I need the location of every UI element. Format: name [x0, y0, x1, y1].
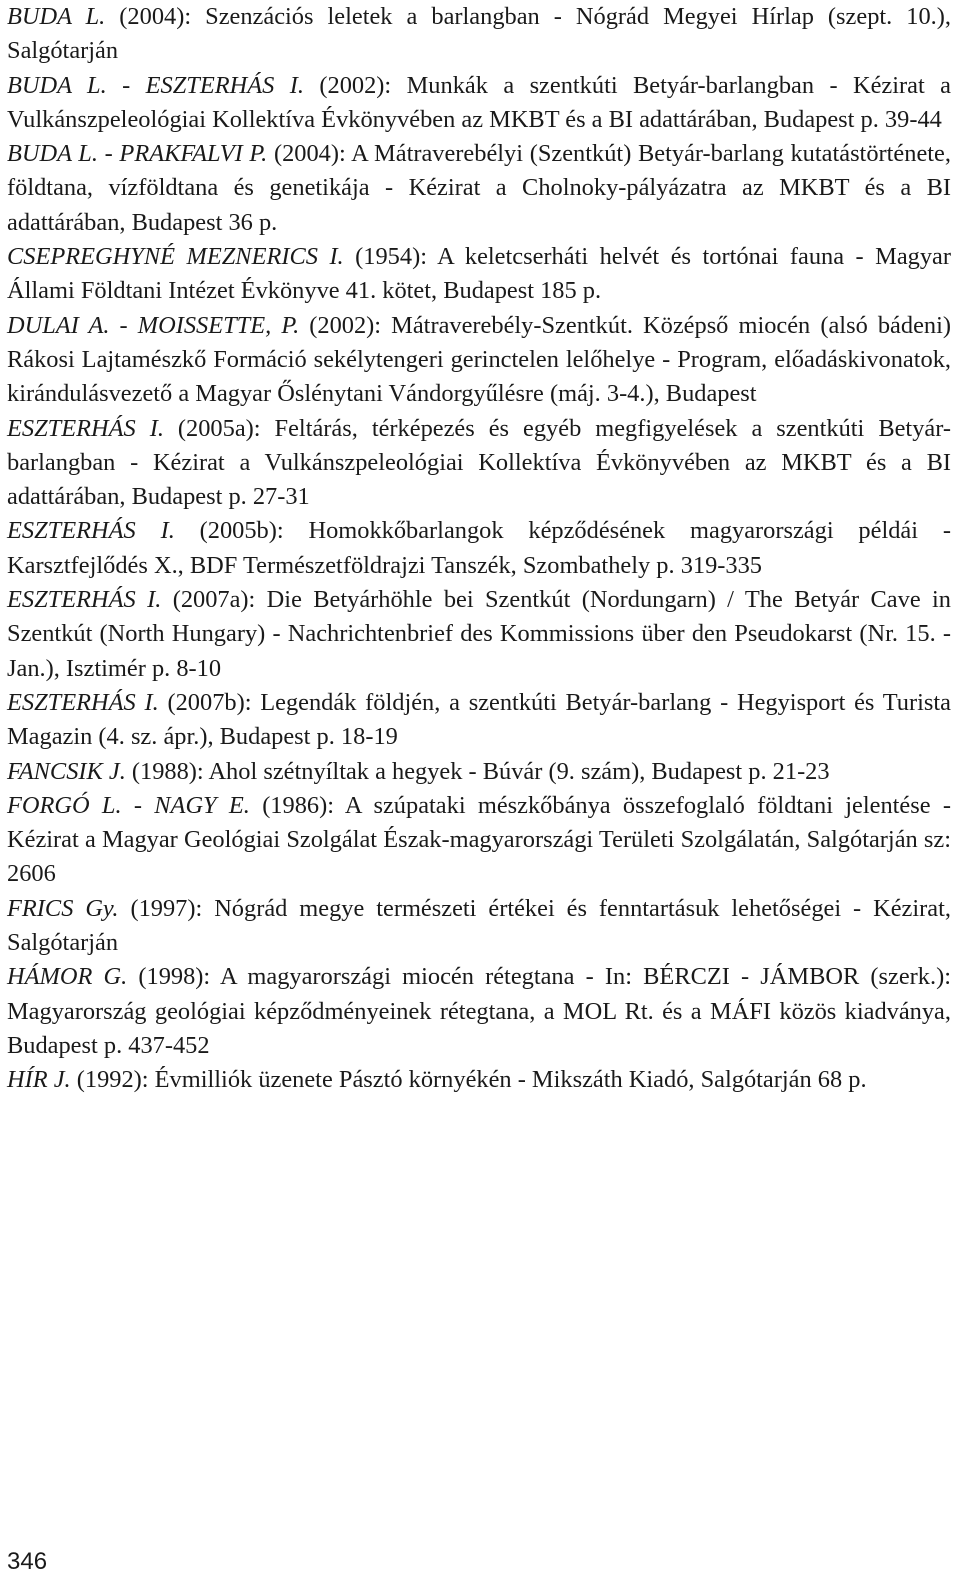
reference-text: (1998): A magyarországi miocén rétegtana - In: BÉRCZI - JÁMBOR (szerk.): Magyarország geológiai képződményeinek rétegtana, a MOL Rt. és a MÁFI közös kiadványa, Budapest p. 437-452 [7, 963, 951, 1059]
page-number: 346 [7, 1548, 48, 1575]
reference-author: DULAI A. - MOISSETTE, P. [7, 311, 300, 339]
reference-text: (1997): Nógrád megye természeti értékei és fenntartásuk lehetőségei - Kézirat, Salgótarján [7, 894, 951, 957]
reference-text: (2005a): Feltárás, térképezés és egyéb megfigyelések a szentkúti Betyár-barlangban - Kézirat a Vulkánszpeleológiai Kollektíva Évkönyvében az MKBT és a BI adattárában, Budapest p. 27-31 [7, 414, 951, 511]
reference-text: (1988): Ahol szétnyíltak a hegyek - Búvár (9. szám), Budapest p. 21-23 [125, 757, 830, 785]
reference-entry [7, 309, 951, 412]
reference-entry [7, 755, 951, 789]
reference-entry [7, 686, 951, 755]
reference-entry [7, 69, 951, 138]
reference-author: FANCSIK J. [7, 757, 126, 785]
reference-entry [7, 789, 951, 892]
reference-text: (2002): Mátraverebély-Szentkút. Középső miocén (alsó bádeni) Rákosi Lajtamészkő Formáció sekélytengeri gerinctelen lelőhelye - Program, előadáskivonatok, kirándulásvezető a Magyar Őslénytani Vándorgyűlésre (máj. 3-4.), Budapest [7, 311, 951, 408]
reference-text: (1986): A szúpataki mészkőbánya összefoglaló földtani jelentése - Kézirat a Magyar Geológiai Szolgálat Észak-magyarországi Területi Szolgálatán, Salgótarján sz: 2606 [7, 791, 951, 888]
reference-text: (2007b): Legendák földjén, a szentkúti Betyár-barlang - Hegyisport és Turista Magazin (4. sz. ápr.), Budapest p. 18-19 [7, 688, 951, 751]
reference-text: (2004): A Mátraverebélyi (Szentkút) Betyár-barlang kutatástörténete, földtana, vízföldtana és genetikája - Kézirat a Cholnoky-pályázatra az MKBT és a BI adattárában, Budapest 36 p. [7, 140, 951, 236]
reference-author: BUDA L. - PRAKFALVI P. [7, 140, 268, 168]
reference-author: ESZTERHÁS I. [7, 517, 175, 545]
reference-author: ESZTERHÁS I. [7, 688, 159, 716]
reference-text: (1992): Évmilliók üzenete Pásztó környékén - Mikszáth Kiadó, Salgótarján 68 p. [70, 1066, 867, 1094]
reference-entry [7, 1063, 951, 1097]
reference-author: BUDA L. [7, 3, 106, 30]
reference-entry [7, 583, 951, 686]
reference-author: ESZTERHÁS I. [7, 586, 162, 614]
reference-author: FRICS Gy. [7, 894, 119, 922]
reference-entry [7, 412, 951, 515]
reference-text: (2005b): Homokkőbarlangok képződésének magyarországi példái - Karsztfejlődés X., BDF Természetföldrajzi Tanszék, Szombathely p. 319-335 [7, 517, 951, 579]
reference-author: ESZTERHÁS I. [7, 414, 164, 442]
reference-text: (2002): Munkák a szentkúti Betyár-barlangban - Kézirat a Vulkánszpeleológiai Kollektíva Évkönyvében az MKBT és a BI adattárában, Budapest p. 39-44 [7, 71, 951, 133]
reference-text: (2007a): Die Betyárhöhle bei Szentkút (Nordungarn) / The Betyár Cave in Szentkút (North Hungary) - Nachrichtenbrief des Kommissions über den Pseudokarst (Nr. 15. - Jan.), Isztimér p. 8-10 [7, 586, 951, 682]
reference-entry [7, 892, 951, 961]
reference-entry [7, 514, 951, 583]
reference-entry [7, 240, 951, 309]
reference-author: CSEPREGHYNÉ MEZNERICS I. [7, 243, 344, 271]
reference-text: (2004): Szenzációs leletek a barlangban - Nógrád Megyei Hírlap (szept. 10.), Salgótarján [7, 3, 951, 65]
reference-entry [7, 0, 951, 69]
reference-text: (1954): A keletcserháti helvét és tortónai fauna - Magyar Állami Földtani Intézet Évkönyve 41. kötet, Budapest 185 p. [7, 243, 951, 305]
reference-author: BUDA L. - ESZTERHÁS I. [7, 71, 304, 99]
reference-entry [7, 137, 951, 240]
reference-author: HÁMOR G. [7, 963, 128, 991]
reference-list [7, 0, 951, 1098]
reference-author: HÍR J. [7, 1066, 71, 1094]
reference-author: FORGÓ L. - NAGY E. [7, 791, 250, 819]
reference-entry [7, 960, 951, 1063]
